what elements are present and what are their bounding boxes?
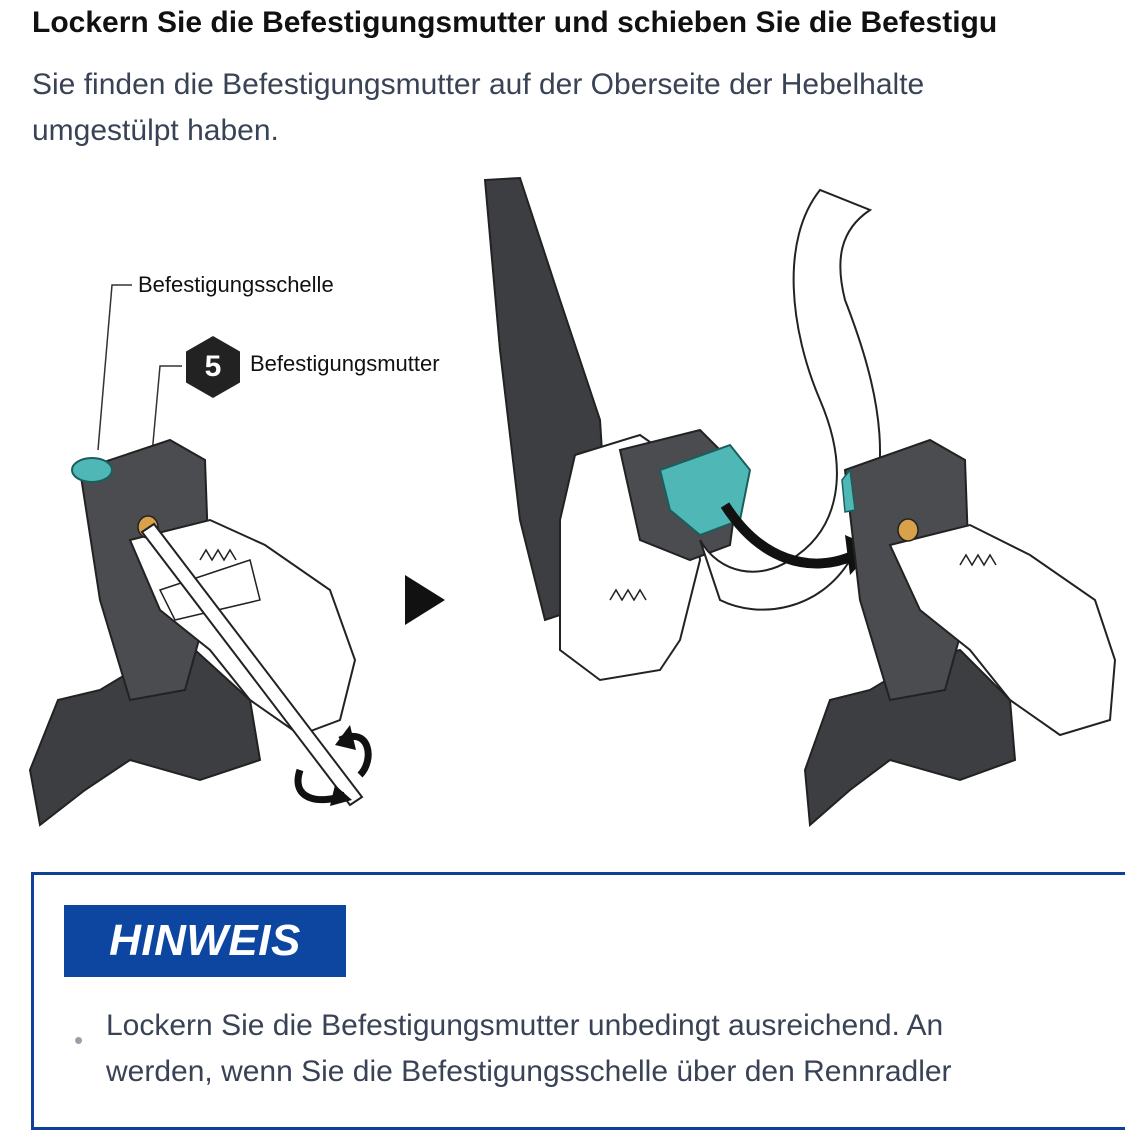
notice-text-line-2: werden, wenn Sie die Befestigungsschelle über den Rennradler: [106, 1055, 952, 1088]
leader-line-clamp: [98, 285, 132, 450]
step-description-line-1: Sie finden die Befestigungsmutter auf der Oberseite der Hebelhalte: [32, 68, 925, 101]
nut-label: Befestigungsmutter: [250, 351, 440, 376]
next-step-arrow: [405, 575, 445, 625]
bullet-icon: •: [74, 1025, 84, 1055]
step-heading: Lockern Sie die Befestigungsmutter und schieben Sie die Befestigu: [32, 6, 998, 39]
notice-box: [31, 872, 1125, 1130]
notice-text-line-1: Lockern Sie die Befestigungsmutter unbedingt ausreichend. An: [106, 1009, 944, 1042]
step-description-line-2: umgestülpt haben.: [32, 114, 279, 147]
installation-illustration: [0, 170, 1125, 840]
hex-key-size-badge: [186, 336, 240, 398]
left-lever-drawing: [30, 440, 368, 825]
notice-text: [106, 1003, 952, 1095]
right-lever-drawing: [805, 440, 1115, 825]
step-description: [32, 62, 924, 154]
clamp-label: Befestigungsschelle: [138, 272, 334, 297]
notice-title: HINWEIS: [64, 905, 346, 977]
middle-lever-drawing: [485, 178, 750, 680]
hex-key-size-number: 5: [204, 350, 222, 383]
